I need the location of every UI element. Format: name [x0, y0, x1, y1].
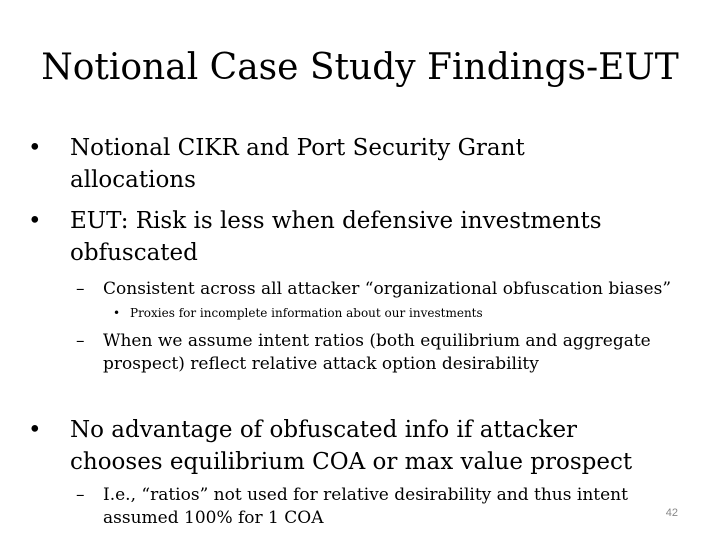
- bullet-no-advantage: [28, 414, 632, 478]
- subbullet-consistent: [76, 278, 671, 301]
- bullet-line: Notional CIKR and Port Security Grant: [70, 135, 525, 161]
- bullet-line: obfuscated: [70, 240, 198, 266]
- bullet-mark: •: [28, 208, 42, 234]
- subbullet-line: prospect) reflect relative attack option desirability: [103, 354, 539, 374]
- bullet-mark: •: [28, 135, 42, 161]
- bullet-mark: •: [28, 417, 42, 443]
- subsubbullet-mark: •: [113, 306, 121, 320]
- subbullet-ratios-not-used: [76, 484, 628, 530]
- bullet-line: allocations: [70, 167, 196, 193]
- subsubbullet-proxies: [113, 305, 483, 321]
- subbullet-mark: –: [76, 331, 85, 351]
- bullet-line: EUT: Risk is less when defensive investments: [70, 208, 602, 234]
- slide-title: Notional Case Study Findings-EUT: [41, 47, 679, 88]
- subsubbullet-line: Proxies for incomplete information about our investments: [130, 306, 483, 320]
- subbullet-line: assumed 100% for 1 COA: [103, 508, 324, 528]
- bullet-line: chooses equilibrium COA or max value prospect: [70, 449, 633, 475]
- subbullet-mark: –: [76, 485, 85, 505]
- page-number: 42: [665, 507, 678, 519]
- subbullet-line: Consistent across all attacker “organizational obfuscation biases”: [103, 279, 672, 299]
- bullet-eut-risk: [28, 205, 602, 269]
- bullet-cikr-allocations: [28, 132, 525, 196]
- subbullet-line: I.e., “ratios” not used for relative desirability and thus intent: [103, 485, 628, 505]
- subbullet-intent-ratios: [76, 330, 651, 376]
- subbullet-line: When we assume intent ratios (both equilibrium and aggregate: [103, 331, 651, 351]
- bullet-line: No advantage of obfuscated info if attacker: [70, 417, 578, 443]
- subbullet-mark: –: [76, 279, 85, 299]
